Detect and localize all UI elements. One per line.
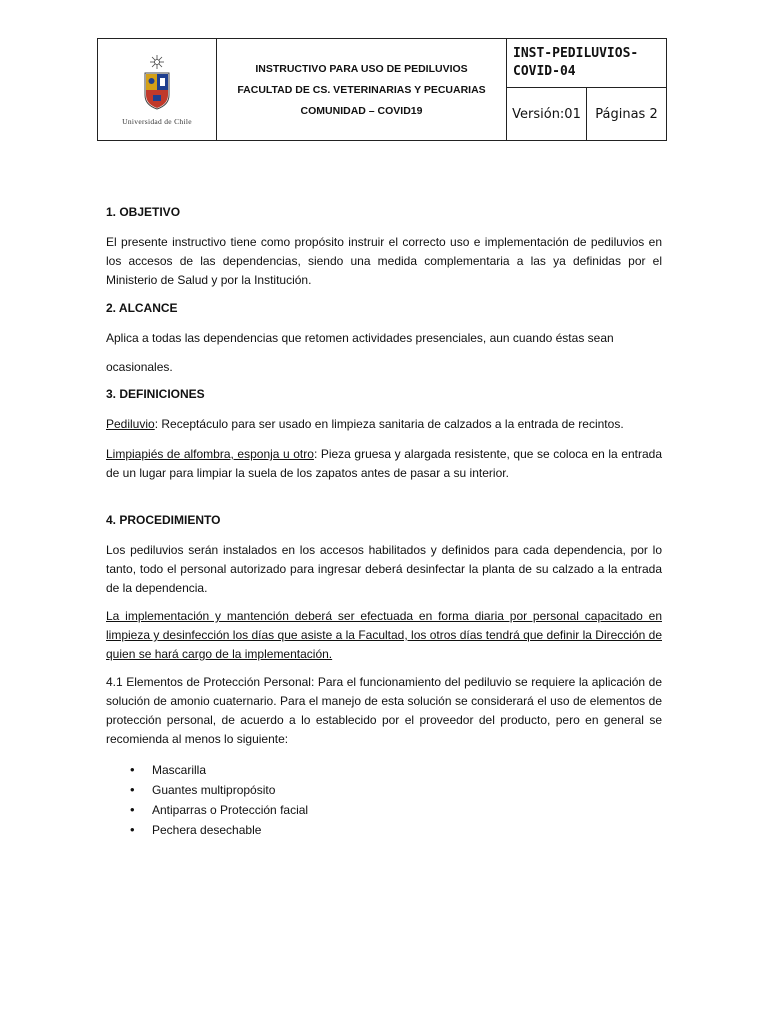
list-item: • Mascarilla xyxy=(130,760,308,780)
section-procedimiento-heading: 4. PROCEDIMIENTO xyxy=(106,513,221,527)
section-objetivo-text: El presente instructivo tiene como propósito instruir el correcto uso e implementación de pediluvios en los accesos de las dependencias, siendo una medida complementaria a las ya definidas por el Ministerio de Salud y por la Institución. xyxy=(106,235,662,287)
logo-caption: Universidad de Chile xyxy=(122,117,192,126)
definition-text: : Pieza gruesa y alargada resistente, que se coloca en la entrada de un lugar para limpiar la suela de los zapatos antes de pasar a su interior. xyxy=(106,447,662,480)
epp-heading: 4.1 Elementos de Protección Personal: xyxy=(106,675,315,689)
list-item: • Guantes multipropósito xyxy=(130,780,308,800)
definition-term: Limpiapiés de alfombra, esponja u otro xyxy=(106,447,314,461)
section-alcance-heading: 2. ALCANCE xyxy=(106,301,178,315)
title-line-1: INSTRUCTIVO PARA USO DE PEDILUVIOS xyxy=(255,62,468,75)
document-header xyxy=(97,38,667,141)
epp-paragraph xyxy=(106,673,662,749)
university-crest-logo xyxy=(137,53,177,113)
title-line-2: FACULTAD DE CS. VETERINARIAS Y PECUARIAS xyxy=(237,83,486,96)
section-alcance-text-1: Aplica a todas las dependencias que retomen actividades presenciales, aun cuando éstas sean xyxy=(106,331,614,345)
epp-text: Para el funcionamiento del pediluvio se requiere la aplicación de solución de amonio cuaternario. Para el manejo de esta solución se considerará el uso de elementos de protección personal, de acuerdo a lo establecido por el proveedor del producto, pero en general se recomienda al menos lo siguiente: xyxy=(106,675,662,746)
procedimiento-underlined-text: La implementación y mantención deberá ser efectuada en forma diaria por personal capacitado en limpieza y desinfección los días que asiste a la Facultad, los otros días tendrá que definir la Dirección de quien se hará cargo de la implementación. xyxy=(106,609,662,661)
version-label: Versión:01 xyxy=(507,88,587,141)
pages-label: Páginas 2 xyxy=(587,88,667,141)
definition-term: Pediluvio xyxy=(106,417,155,431)
document-title xyxy=(217,39,507,141)
definition-limpiapies xyxy=(106,445,662,483)
list-item: • Antiparras o Protección facial xyxy=(130,800,308,820)
logo-cell xyxy=(98,39,217,141)
section-objetivo-heading: 1. OBJETIVO xyxy=(106,205,181,219)
definition-pediluvio xyxy=(106,415,662,434)
definition-text: : Receptáculo para ser usado en limpieza sanitaria de calzados a la entrada de recintos. xyxy=(154,417,624,431)
title-line-3: COMUNIDAD – COVID19 xyxy=(300,104,423,117)
section-definiciones-heading: 3. DEFINICIONES xyxy=(106,387,205,401)
document-code: INST-PEDILUVIOS-COVID-04 xyxy=(507,39,667,88)
procedimiento-text: Los pediluvios serán instalados en los accesos habilitados y definidos para cada dependencia, por lo tanto, todo el personal autorizado para ingresar deberá desinfectar la planta de su calzado a la entrada de la dependencia. xyxy=(106,543,662,595)
list-item: • Pechera desechable xyxy=(130,820,308,840)
section-alcance-text-2: ocasionales. xyxy=(106,360,173,374)
epp-bullet-list xyxy=(130,760,308,840)
